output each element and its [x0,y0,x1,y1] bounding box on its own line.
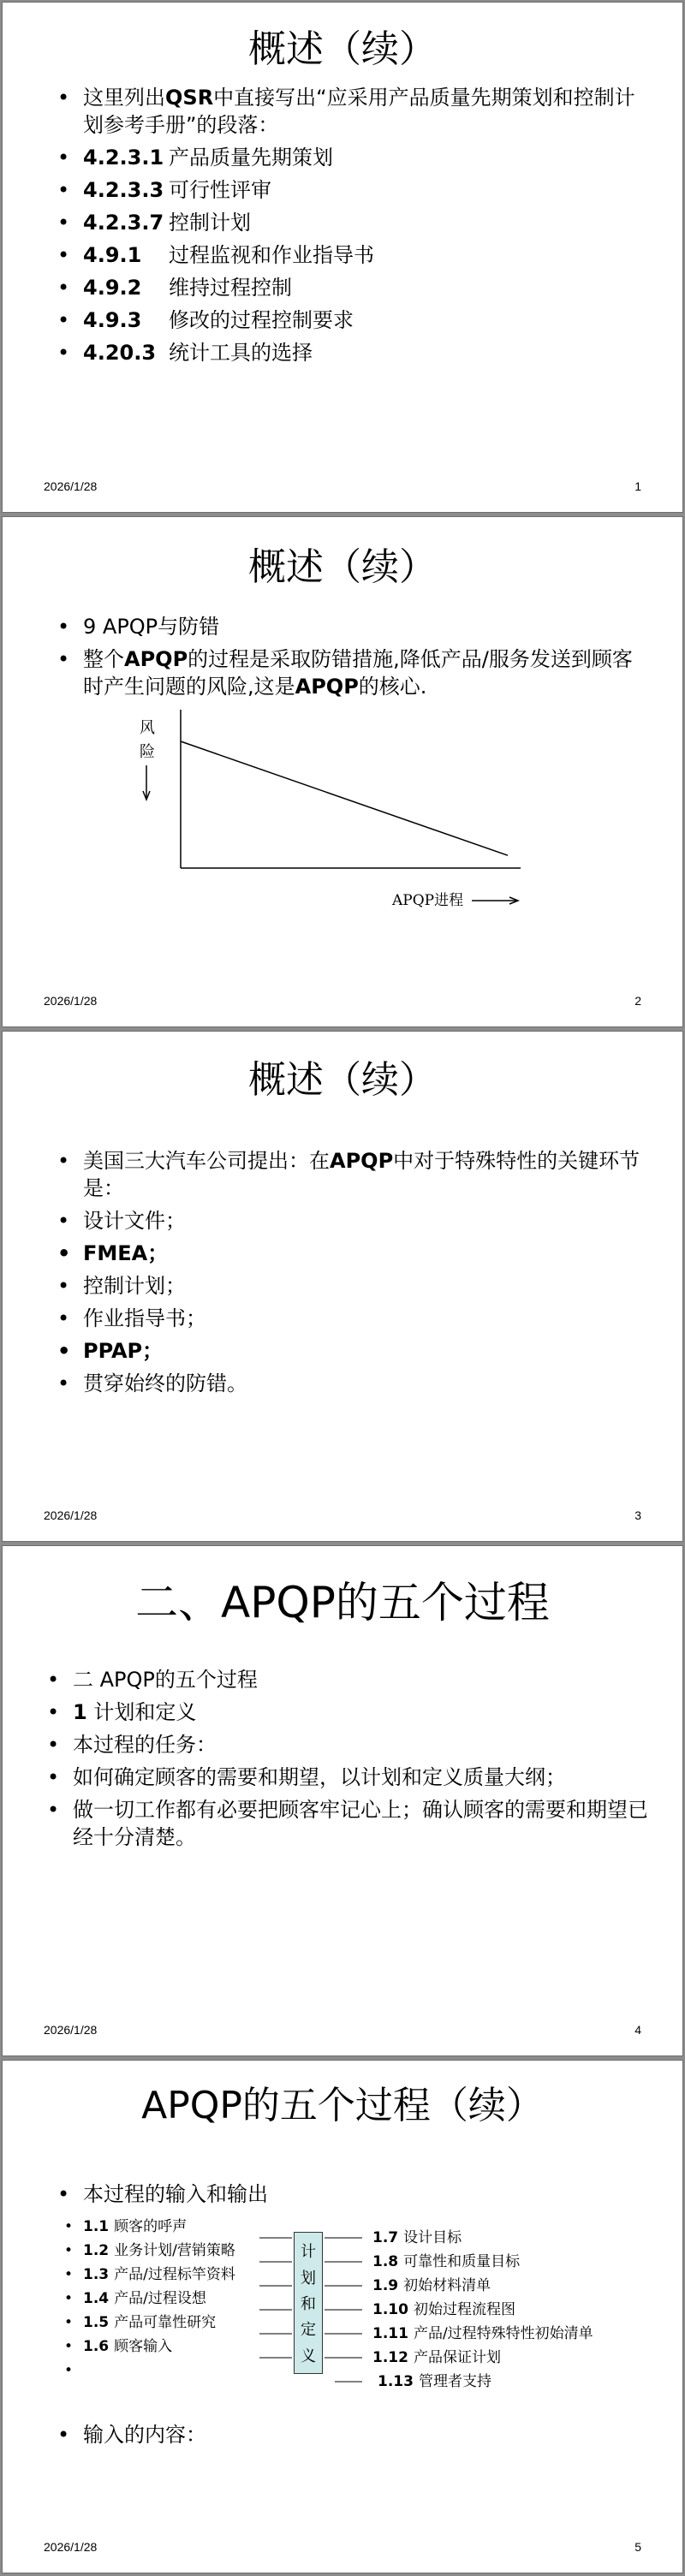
slide-title: APQP的五个过程（续） [141,2084,544,2127]
slide-5 [2,2060,683,2573]
list-item: • 控制计划； [54,1272,645,1300]
footer-date: 2026/1/28 [44,2540,98,2554]
y-axis-label-1: 风 [140,719,155,737]
footer-date: 2026/1/28 [44,1508,98,1522]
plan-define-box: 计 划 和 定 义 [294,2232,323,2374]
list-item: • 4.2.3.1 产品质量先期策划 [54,144,645,171]
list-item: • 做一切工作都有必要把顾客牢记心上；确认顾客的需要和期望已经十分清楚。 [44,1796,652,1851]
section-heading: • 本过程的输入和输出 [54,2180,645,2208]
slide-title: 概述（续） [248,27,437,71]
x-axis-label: APQP进程 [392,892,464,909]
page-number: 2 [634,994,641,1008]
risk-series-line [181,741,508,855]
input-item: • 1.1 顾客的呼声 [63,2215,235,2239]
input-item: • 1.3 产品/过程标竿资料 [63,2263,235,2287]
page-number: 1 [634,479,641,493]
page-number: 5 [634,2540,641,2554]
list-item: • 二 APQP的五个过程 [44,1666,652,1693]
slide-1 [2,2,683,513]
list-item: • FMEA； [54,1240,645,1267]
bullet-list-2 [54,2421,645,2454]
output-item: 1.10 初始过程流程图 [372,2301,515,2318]
footer-date: 2026/1/28 [44,2023,98,2037]
bullet-list [54,84,645,372]
output-item: 1.12 产品保证计划 [372,2349,501,2366]
list-item: • 如何确定顾客的需要和期望，以计划和定义质量大纲； [44,1764,652,1791]
output-item: 1.7 设计目标 [372,2229,462,2246]
list-item: • PPAP； [54,1337,645,1365]
list-item: • 4.9.2 维持过程控制 [54,274,645,301]
bullet-list [44,1666,652,1856]
list-item: • 整个APQP的过程是采取防错措施,降低产品/服务发送到顾客时产生问题的风险,这是APQP的核心. [54,645,645,700]
y-axis-label-2: 险 [140,743,155,761]
slide-2 [2,516,683,1027]
list-item: • 贯穿始终的防错。 [54,1370,645,1397]
list-item: • 4.2.3.3 可行性评审 [54,176,645,204]
input-item: • 1.5 产品可靠性研究 [63,2311,235,2335]
slide-title: 概述（续） [248,545,437,589]
intro-text: • 这里列出QSR中直接写出“应采用产品质量先期策划和控制计划参考手册”的段落： [54,84,645,139]
input-item: • 1.6 顾客输入 [63,2335,235,2359]
bullet-list [54,1147,645,1402]
intro-text: • 美国三大汽车公司提出：在APQP中对于特殊特性的关键环节是： [54,1147,645,1202]
input-content-label: • 输入的内容： [54,2421,645,2448]
list-item: • 4.9.1 过程监视和作业指导书 [54,241,645,269]
output-list [372,2226,593,2394]
list-item: • 设计文件； [54,1207,645,1234]
list-item: • 9 APQP与防错 [54,613,645,640]
slide-3 [2,1031,683,1542]
footer-date: 2026/1/28 [44,994,98,1008]
page-number: 3 [634,1508,641,1522]
list-item: • 本过程的任务： [44,1731,652,1758]
risk-chart [114,705,542,928]
list-item: • 4.20.3 统计工具的选择 [54,339,645,366]
list-item: • 1 计划和定义 [44,1698,652,1726]
output-item: 1.13 管理者支持 [378,2373,491,2390]
list-item: • 4.2.3.7 控制计划 [54,209,645,236]
page-number: 4 [634,2023,641,2037]
footer-date: 2026/1/28 [44,479,98,493]
input-item: • 1.2 业务计划/营销策略 [63,2239,235,2263]
output-item: 1.11 产品/过程特殊特性初始清单 [372,2325,593,2342]
output-item: 1.8 可靠性和质量目标 [372,2253,521,2270]
output-item: 1.9 初始材料清单 [372,2277,491,2294]
list-item: • 作业指导书； [54,1305,645,1332]
bullet-list [54,613,645,705]
list-item: • 4.9.3 修改的过程控制要求 [54,306,645,334]
slide-4 [2,1545,683,2056]
slide-title: 二、APQP的五个过程 [135,1578,550,1627]
input-item: • 1.4 产品/过程设想 [63,2287,235,2311]
slide-title: 概述（续） [248,1058,437,1102]
